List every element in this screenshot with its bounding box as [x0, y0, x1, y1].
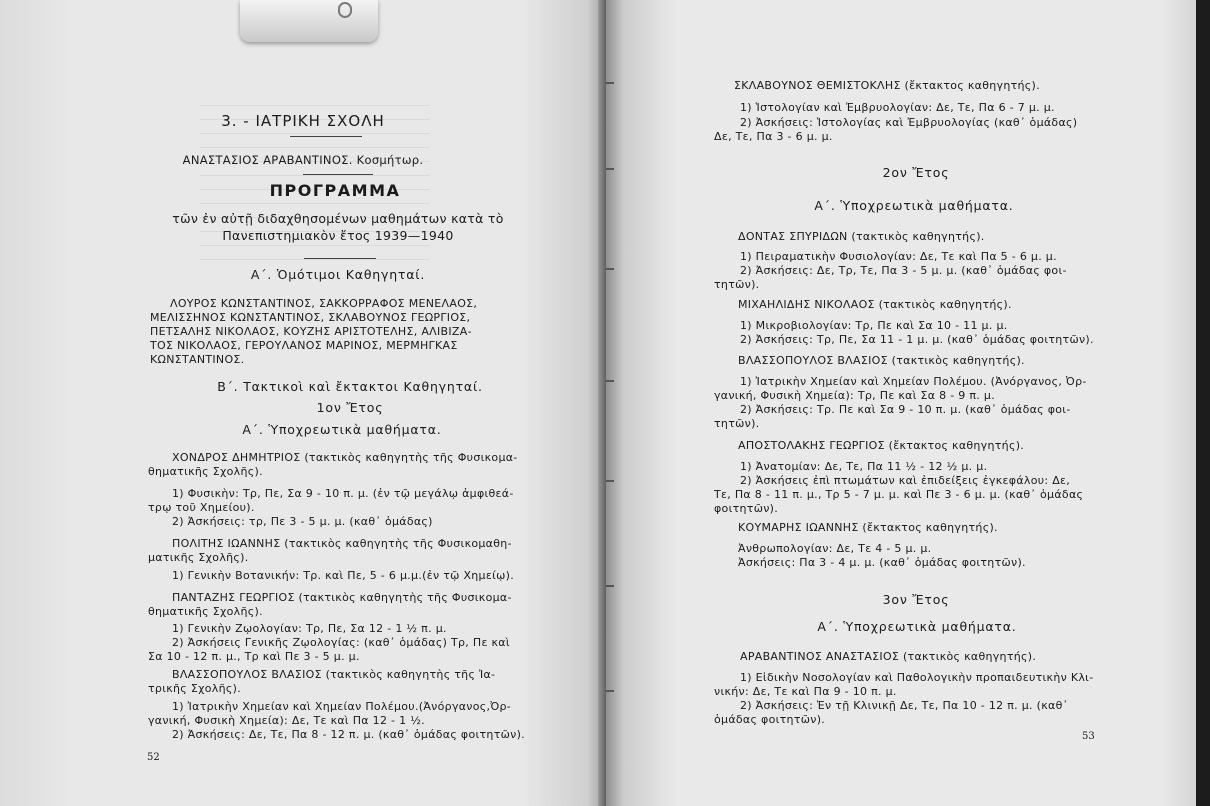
course-line: Ἀσκήσεις: Πα 3 - 4 μ. μ. (καθ᾽ ὁμάδας φοιτητῶν).: [738, 556, 1026, 569]
page-number: 53: [1082, 731, 1095, 742]
course-line: 2) Ἀσκήσεις Γενικῆς Ζῳολογίας: (καθ᾽ ὁμάδας) Τρ, Πε καὶ: [172, 636, 510, 649]
course-line: γανική, Φυσικὴ Χημεία): Δε, Τε καὶ Πα 12 - 1 ½.: [148, 714, 425, 727]
course-line: 2) Ἀσκήσεις: Ἱστολογίας καὶ Ἐμβρυολογίας (καθ᾽ ὁμάδας): [740, 116, 1078, 129]
margin-mark: [606, 585, 614, 587]
course-line: 2) Ἀσκήσεις: Ἐν τῇ Κλινικῇ Δε, Τε, Πα 10 - 12 π. μ. (καθ᾽: [740, 699, 1069, 712]
emeriti-line: ΤΟΣ ΝΙΚΟΛΑΟΣ, ΓΕΡΟΥΛΑΝΟΣ ΜΑΡΙΝΟΣ, ΜΕΡΜΗΓΚΑΣ: [150, 339, 458, 352]
course-line: 1) Ἰατρικὴν Χημείαν καὶ Χημείαν Πολέμου. (Ἀνόργανος, Ὀρ-: [740, 375, 1087, 388]
course-line: γανική, Φυσικὴ Χημεία): Τρ, Πε καὶ Σα 8 - 9 π. μ.: [714, 389, 995, 402]
margin-mark: [606, 480, 614, 482]
course-line: θηματικῆς Σχολῆς).: [148, 605, 263, 618]
course-line: ΚΟΥΜΑΡΗΣ ΙΩΑΝΝΗΣ (ἔκτακτος καθηγητής).: [738, 521, 998, 534]
year-heading: 1ον Ἔτος: [316, 400, 384, 415]
course-line: φοιτητῶν).: [714, 502, 779, 515]
dean-line: ΑΝΑΣΤΑΣΙΟΣ ΑΡΑΒΑΝΤΙΝΟΣ. Κοσμήτωρ.: [182, 153, 424, 167]
margin-mark: [606, 82, 614, 84]
paper-clip: [240, 0, 378, 42]
course-line: ΒΛΑΣΣΟΠΟΥΛΟΣ ΒΛΑΣΙΟΣ (τακτικὸς καθηγητής).: [738, 354, 1025, 367]
right-page: [606, 0, 1196, 806]
emeriti-line: ΚΩΝΣΤΑΝΤΙΝΟΣ.: [150, 353, 245, 366]
course-line: ΧΟΝΔΡΟΣ ΔΗΜΗΤΡΙΟΣ (τακτικὸς καθηγητὴς τῆς Φυσικομα-: [172, 451, 518, 464]
year2-compulsory: Α΄. Ὑποχρεωτικὰ μαθήματα.: [814, 198, 1014, 213]
school-heading: 3. - ΙΑΤΡΙΚΗ ΣΧΟΛΗ: [221, 112, 385, 130]
emeriti-heading: Α΄. Ὁμότιμοι Καθηγηταί.: [250, 267, 426, 282]
course-line: Ἀνθρωπολογίαν: Δε, Τε 4 - 5 μ. μ.: [738, 542, 932, 555]
divider: [304, 258, 376, 259]
course-line: τρικῆς Σχολῆς).: [148, 682, 241, 695]
emeriti-line: ΛΟΥΡΟΣ ΚΩΝΣΤΑΝΤΙΝΟΣ, ΣΑΚΚΟΡΡΑΦΟΣ ΜΕΝΕΛΑΟΣ,: [170, 297, 478, 310]
course-line: ΠΟΛΙΤΗΣ ΙΩΑΝΝΗΣ (τακτικὸς καθηγητὴς τῆς Φυσικομαθη-: [172, 537, 512, 550]
course-line: 1) Μικροβιολογίαν: Τρ, Πε καὶ Σα 10 - 11 μ. μ.: [740, 319, 1008, 332]
margin-mark: [606, 380, 614, 382]
compulsory-heading: Α΄. Ὑποχρεωτικὰ μαθήματα.: [242, 422, 442, 437]
course-line: 1) Γενικὴν Βοτανικήν: Τρ. καὶ Πε, 5 - 6 μ.μ.(ἐν τῷ Χημείῳ).: [172, 569, 515, 582]
course-line: τρῳ τοῦ Χημείου).: [148, 501, 255, 514]
program-title: ΠΡΟΓΡΑΜΜΑ: [269, 181, 401, 200]
course-line: Σα 10 - 12 π. μ., Τρ καὶ Πε 3 - 5 μ. μ.: [148, 650, 360, 663]
course-line: 2) Ἀσκήσεις: Δε, Τε, Πα 8 - 12 π. μ. (καθ᾽ ὁμάδας φοιτητῶν).: [172, 728, 525, 741]
course-line: Τε, Πα 8 - 11 π. μ., Τρ 5 - 7 μ. μ. καὶ Πε 3 - 6 μ. μ. (καθ᾽ ὁμάδας: [714, 488, 1084, 501]
course-line: τητῶν).: [714, 417, 760, 430]
course-line: 1) Γενικὴν Ζῳολογίαν: Τρ, Πε, Σα 12 - 1 ½ π. μ.: [172, 622, 447, 635]
course-line: ΒΛΑΣΣΟΠΟΥΛΟΣ ΒΛΑΣΙΟΣ (τακτικὸς καθηγητὴς τῆς Ἰα-: [172, 668, 496, 681]
course-line: 1) Ἀνατομίαν: Δε, Τε, Πα 11 ½ - 12 ½ μ. μ.: [740, 460, 988, 473]
regular-heading: Β΄. Τακτικοὶ καὶ ἔκτακτοι Καθηγηταί.: [217, 379, 483, 394]
course-line: ΜΙΧΑΗΛΙΔΗΣ ΝΙΚΟΛΑΟΣ (τακτικὸς καθηγητής).: [738, 298, 1012, 311]
course-line: θηματικῆς Σχολῆς).: [148, 465, 263, 478]
divider: [303, 174, 373, 175]
course-line: 1) Πειραματικὴν Φυσιολογίαν: Δε, Τε καὶ Πα 5 - 6 μ. μ.: [740, 250, 1057, 263]
course-line: 2) Ἀσκήσεις: τρ, Πε 3 - 5 μ. μ. (καθ᾽ ὁμάδας): [172, 515, 433, 528]
emeriti-line: ΜΕΛΙΣΣΗΝΟΣ ΚΩΝΣΤΑΝΤΙΝΟΣ, ΣΚΛΑΒΟΥΝΟΣ ΓΕΩΡΓΙΟΣ,: [150, 311, 471, 324]
course-line: 1) Φυσικὴν: Τρ, Πε, Σα 9 - 10 π. μ. (ἐν τῷ μεγάλῳ ἀμφιθεά-: [172, 487, 514, 500]
course-line: ὁμάδας φοιτητῶν).: [714, 713, 826, 726]
course-line: 2) Ἀσκήσεις ἐπὶ πτωμάτων καὶ ἐπιδείξεις ἐγκεφάλου: Δε,: [740, 474, 1071, 487]
course-line: 1) Εἰδικὴν Νοσολογίαν καὶ Παθολογικὴν προπαιδευτικὴν Κλι-: [740, 671, 1094, 684]
course-line: 2) Ἀσκήσεις: Τρ. Πε καὶ Σα 9 - 10 π. μ. (καθ᾽ ὁμάδας φοι-: [740, 403, 1071, 416]
course-line: ΣΚΛΑΒΟΥΝΟΣ ΘΕΜΙΣΤΟΚΛΗΣ (ἔκτακτος καθηγητής).: [734, 79, 1040, 92]
course-line: 1) Ἱστολογίαν καὶ Ἐμβρυολογίαν: Δε, Τε, Πα 6 - 7 μ. μ.: [740, 101, 1055, 114]
course-line: τητῶν).: [714, 278, 760, 291]
year3-compulsory: Α΄. Ὑποχρεωτικὰ μαθήματα.: [817, 619, 1017, 634]
margin-mark: [606, 690, 614, 692]
page-number: 52: [147, 752, 160, 763]
program-subtitle-1: τῶν ἐν αὐτῇ διδαχθησομένων μαθημάτων κατὰ τὸ: [172, 211, 504, 226]
clip-hinge-icon: [338, 2, 352, 18]
year2-heading: 2ον Ἔτος: [882, 165, 950, 180]
course-line: ΑΠΟΣΤΟΛΑΚΗΣ ΓΕΩΡΓΙΟΣ (ἔκτακτος καθηγητής).: [738, 439, 1025, 452]
course-line: ΠΑΝΤΑΖΗΣ ΓΕΩΡΓΙΟΣ (τακτικὸς καθηγητὴς τῆς Φυσικομα-: [172, 591, 512, 604]
course-line: 2) Ἀσκήσεις: Δε, Τρ, Τε, Πα 3 - 5 μ. μ. (καθ᾽ ὁμάδας φοι-: [740, 264, 1067, 277]
course-line: νικήν: Δε, Τε καὶ Πα 9 - 10 π. μ.: [714, 685, 897, 698]
year3-heading: 3ον Ἔτος: [882, 592, 950, 607]
course-line: 2) Ἀσκήσεις: Τρ, Πε, Σα 11 - 1 μ. μ. (καθ᾽ ὁμάδας φοιτητῶν).: [740, 333, 1094, 346]
emeriti-line: ΠΕΤΣΑΛΗΣ ΝΙΚΟΛΑΟΣ, ΚΟΥΖΗΣ ΑΡΙΣΤΟΤΕΛΗΣ, ΑΛΙΒΙΖΑ-: [150, 325, 472, 338]
divider: [290, 136, 362, 137]
course-line: ματικῆς Σχολῆς).: [148, 551, 249, 564]
margin-mark: [606, 268, 614, 270]
course-line: ΔΟΝΤΑΣ ΣΠΥΡΙΔΩΝ (τακτικὸς καθηγητής).: [738, 230, 985, 243]
program-subtitle-2: Πανεπιστημιακὸν ἔτος 1939—1940: [222, 228, 454, 243]
course-line: ΑΡΑΒΑΝΤΙΝΟΣ ΑΝΑΣΤΑΣΙΟΣ (τακτικὸς καθηγητής).: [740, 650, 1037, 663]
course-line: Δε, Τε, Πα 3 - 6 μ. μ.: [714, 130, 833, 143]
course-line: 1) Ἰατρικὴν Χημείαν καὶ Χημείαν Πολέμου.(Ἀνόργανος,Ὀρ-: [172, 700, 512, 713]
